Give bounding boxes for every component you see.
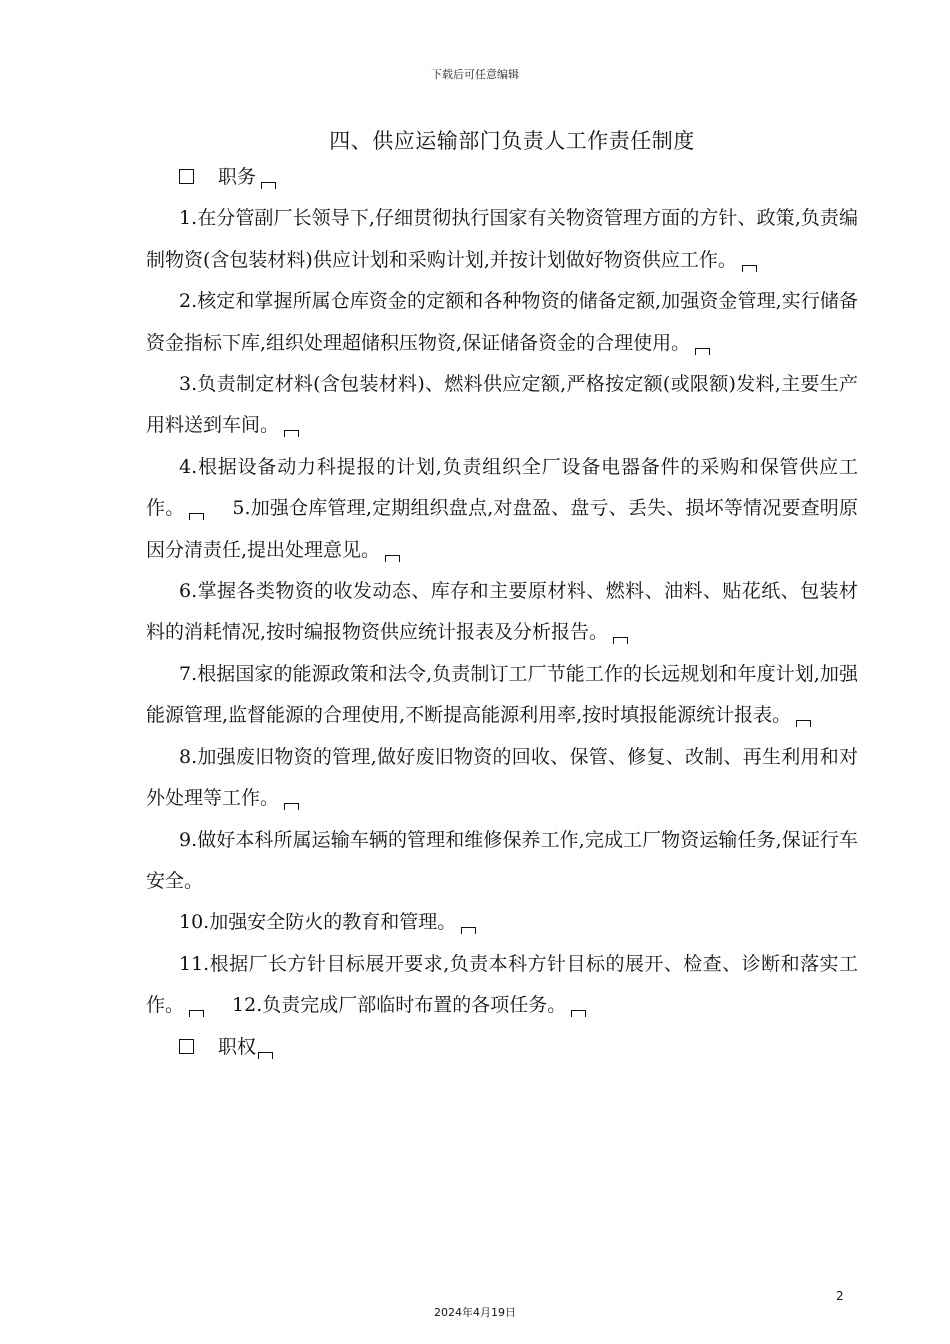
duty-item-6 <box>146 571 858 654</box>
duty-item-8 <box>146 737 858 820</box>
section-duties <box>146 157 858 198</box>
page-header: 下载后可任意编辑 <box>431 68 519 81</box>
duty-item-4-text: 4.根据设备动力科提报的计划,负责组织全厂设备电器备件的采购和保管供应工作。 <box>146 455 858 520</box>
duty-item-3 <box>146 364 858 447</box>
checkbox-icon <box>179 169 194 184</box>
page-number: 2 <box>836 1289 844 1303</box>
duty-item-10-text: 10.加强安全防火的教育和管理。 <box>179 911 457 934</box>
document-body <box>146 157 858 1068</box>
duty-item-8-text: 8.加强废旧物资的管理,做好废旧物资的回收、保管、修复、改制、再生利用和对外处理等工作。 <box>146 745 858 810</box>
paragraph-mark-icon <box>261 182 276 189</box>
paragraph-mark-icon <box>796 720 811 727</box>
section-duties-label: 职务 <box>218 166 257 188</box>
paragraph-mark-icon <box>284 803 299 810</box>
paragraph-mark-icon <box>385 555 400 562</box>
paragraph-mark-icon <box>461 927 476 934</box>
duty-item-11-12 <box>146 944 858 1027</box>
checkbox-icon <box>179 1039 194 1054</box>
paragraph-mark-icon <box>284 430 299 437</box>
paragraph-mark-icon <box>571 1010 586 1017</box>
duty-item-2-text: 2.核定和掌握所属仓库资金的定额和各种物资的储备定额,加强资金管理,实行储备资金指标下库,组织处理超储积压物资,保证储备资金的合理使用。 <box>146 290 858 354</box>
paragraph-mark-icon <box>742 265 757 272</box>
duty-item-9-text: 9.做好本科所属运输车辆的管理和维修保养工作,完成工厂物资运输任务,保证行车安全。 <box>146 828 858 892</box>
duty-item-7 <box>146 654 858 737</box>
footer-date: 2024年4月19日 <box>434 1306 516 1319</box>
paragraph-mark-icon <box>189 1010 204 1017</box>
duty-item-5-text: 5.加强仓库管理,定期组织盘点,对盘盈、盘亏、丢失、损坏等情况要查明原因分清责任,提出处理意见。 <box>146 497 858 561</box>
paragraph-mark-icon <box>258 1052 273 1059</box>
document-title: 四、供应运输部门负责人工作责任制度 <box>329 129 695 153</box>
section-powers <box>146 1027 858 1068</box>
paragraph-mark-icon <box>695 348 710 355</box>
duty-item-3-text: 3.负责制定材料(含包装材料)、燃料供应定额,严格按定额(或限额)发料,主要生产用料送到车间。 <box>146 373 858 437</box>
duty-item-12-text: 12.负责完成厂部临时布置的各项任务。 <box>232 994 567 1017</box>
duty-item-6-text: 6.掌握各类物资的收发动态、库存和主要原材料、燃料、油料、贴花纸、包装材料的消耗情况,按时编报物资供应统计报表及分析报告。 <box>146 580 858 644</box>
duty-item-4-5 <box>146 447 858 571</box>
duty-item-7-text: 7.根据国家的能源政策和法令,负责制订工厂节能工作的长远规划和年度计划,加强能源管理,监督能源的合理使用,不断提高能源利用率,按时填报能源统计报表。 <box>146 662 858 727</box>
duty-item-11-text: 11.根据厂长方针目标展开要求,负责本科方针目标的展开、检查、诊断和落实工作。 <box>146 952 858 1017</box>
paragraph-mark-icon <box>613 637 628 644</box>
paragraph-mark-icon <box>189 513 204 520</box>
duty-item-2 <box>146 281 858 364</box>
duty-item-10 <box>146 902 858 943</box>
section-powers-label: 职权 <box>218 1035 257 1058</box>
duty-item-1 <box>146 198 858 281</box>
duty-item-1-text: 1.在分管副厂长领导下,仔细贯彻执行国家有关物资管理方面的方针、政策,负责编制物资(含包装材料)供应计划和采购计划,并按计划做好物资供应工作。 <box>146 207 858 271</box>
duty-item-9 <box>146 820 858 903</box>
